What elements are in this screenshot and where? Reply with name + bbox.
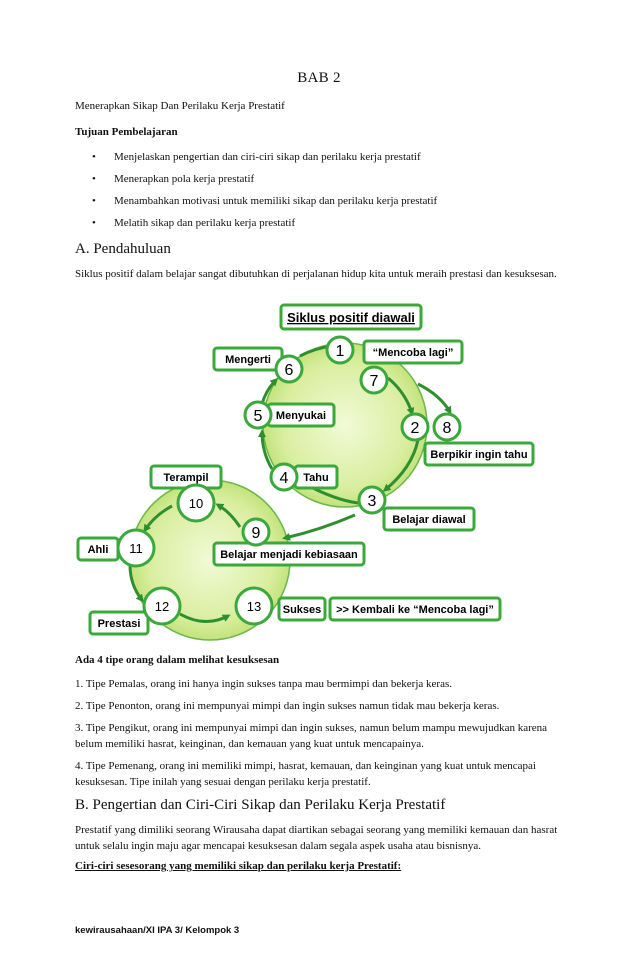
pengertian-paragraph: Prestatif yang dimiliki seorang Wirausaha dapat diartikan sebagai seorang yang memiliki kemauan dan hasrat untuk selalu ingin maju agar mencapai kesuksesan dalam segala aspek usaha atau bisnisnya. [75,824,558,852]
positive-cycle-diagram [70,300,570,645]
number-circle [434,414,460,440]
svg-text:6: 6 [284,362,294,379]
svg-text:11: 11 [129,541,143,556]
number-circle [245,402,271,428]
tujuan-item: • Menambahkan motivasi untuk memiliki sikap dan perilaku kerja prestatif [92,195,438,207]
svg-text:12: 12 [154,599,170,614]
label-ahli: Ahli [87,544,109,556]
number-circle [236,588,272,624]
number-circle [361,367,387,393]
tujuan-item: • Melatih sikap dan perilaku kerja prestatif [92,217,296,229]
tujuan-item: • Menjelaskan pengertian dan ciri-ciri sikap dan perilaku kerja prestatif [92,151,421,163]
label-berpikir: Berpikir ingin tahu [430,449,528,461]
tujuan-item: • Menerapkan pola kerja prestatif [92,173,255,185]
svg-text:10: 10 [188,496,204,511]
number-circle [118,530,154,566]
number-circle [178,485,214,521]
svg-text:8: 8 [442,420,452,437]
tipe-item: 2. Tipe Penonton, orang ini mempunyai mimpi dan ingin sukses namun tidak mau bekerja keras. [75,700,500,712]
label-prestasi: Prestasi [97,618,141,630]
svg-text:5: 5 [253,408,263,425]
tipe-item: 3. Tipe Pengikut, orang ini mempunyai mimpi dan ingin sukses, namun belum mampu mewujudkan karena belum memiliki hasrat, keinginan, dan kemauan yang kuat untuk mencapainya. [75,722,548,750]
tujuan-heading: Tujuan Pembelajaran [75,126,178,138]
section-b-heading: B. Pengertian dan Ciri-Ciri Sikap dan Perilaku Kerja Prestatif [75,797,446,813]
number-circle [327,337,353,363]
label-mencoba: “Mencoba lagi” [372,347,454,359]
label-mengerti: Mengerti [225,354,271,366]
svg-text:9: 9 [251,525,261,542]
tipe-item: 1. Tipe Pemalas, orang ini hanya ingin sukses tanpa mau bermimpi dan bekerja keras. [75,678,452,690]
svg-text:2: 2 [410,420,420,437]
label-menyukai: Menyukai [275,410,327,422]
svg-text:13: 13 [246,599,262,614]
tipe-item: 4. Tipe Pemenang, orang ini memiliki mimpi, hasrat, kemauan, dan keinginan yang kuat untuk mencapai kesuksesan. Tipe inilah yang sesuai dengan perilaku kerja prestatif. [75,760,536,788]
number-circle [359,487,385,513]
page-footer: kewirausahaan/XI IPA 3/ Kelompok 3 [75,925,240,936]
diagram-title: Siklus positif diawali [287,310,415,325]
svg-text:7: 7 [369,373,379,390]
chapter-subtitle: Menerapkan Sikap Dan Perilaku Kerja Prestatif [75,100,285,112]
number-circle [276,356,302,382]
svg-text:3: 3 [367,493,377,510]
svg-text:1: 1 [335,343,345,360]
number-circle [243,519,269,545]
svg-text:4: 4 [279,470,289,487]
chapter-title: BAB 2 [297,70,341,86]
number-circle [144,588,180,624]
tipe-heading: Ada 4 tipe orang dalam melihat kesuksesan [75,654,280,666]
ciri-heading: Ciri-ciri sesesorang yang memiliki sikap dan perilaku kerja Prestatif: [75,860,402,872]
section-a-heading: A. Pendahuluan [75,241,171,257]
label-tahu: Tahu [303,472,329,484]
arrow [285,515,355,538]
label-belajar-kebiasaan: Belajar menjadi kebiasaan [220,549,358,561]
number-circle [402,414,428,440]
intro-paragraph: Siklus positif dalam belajar sangat dibutuhkan di perjalanan hidup kita untuk meraih prestasi dan kesuksesan. [75,268,557,280]
label-belajar-diawal: Belajar diawal [392,514,466,526]
label-terampil: Terampil [163,472,209,484]
label-sukses: Sukses [282,604,322,616]
label-kembali: >> Kembali ke “Mencoba lagi” [336,604,494,616]
number-circle [271,464,297,490]
